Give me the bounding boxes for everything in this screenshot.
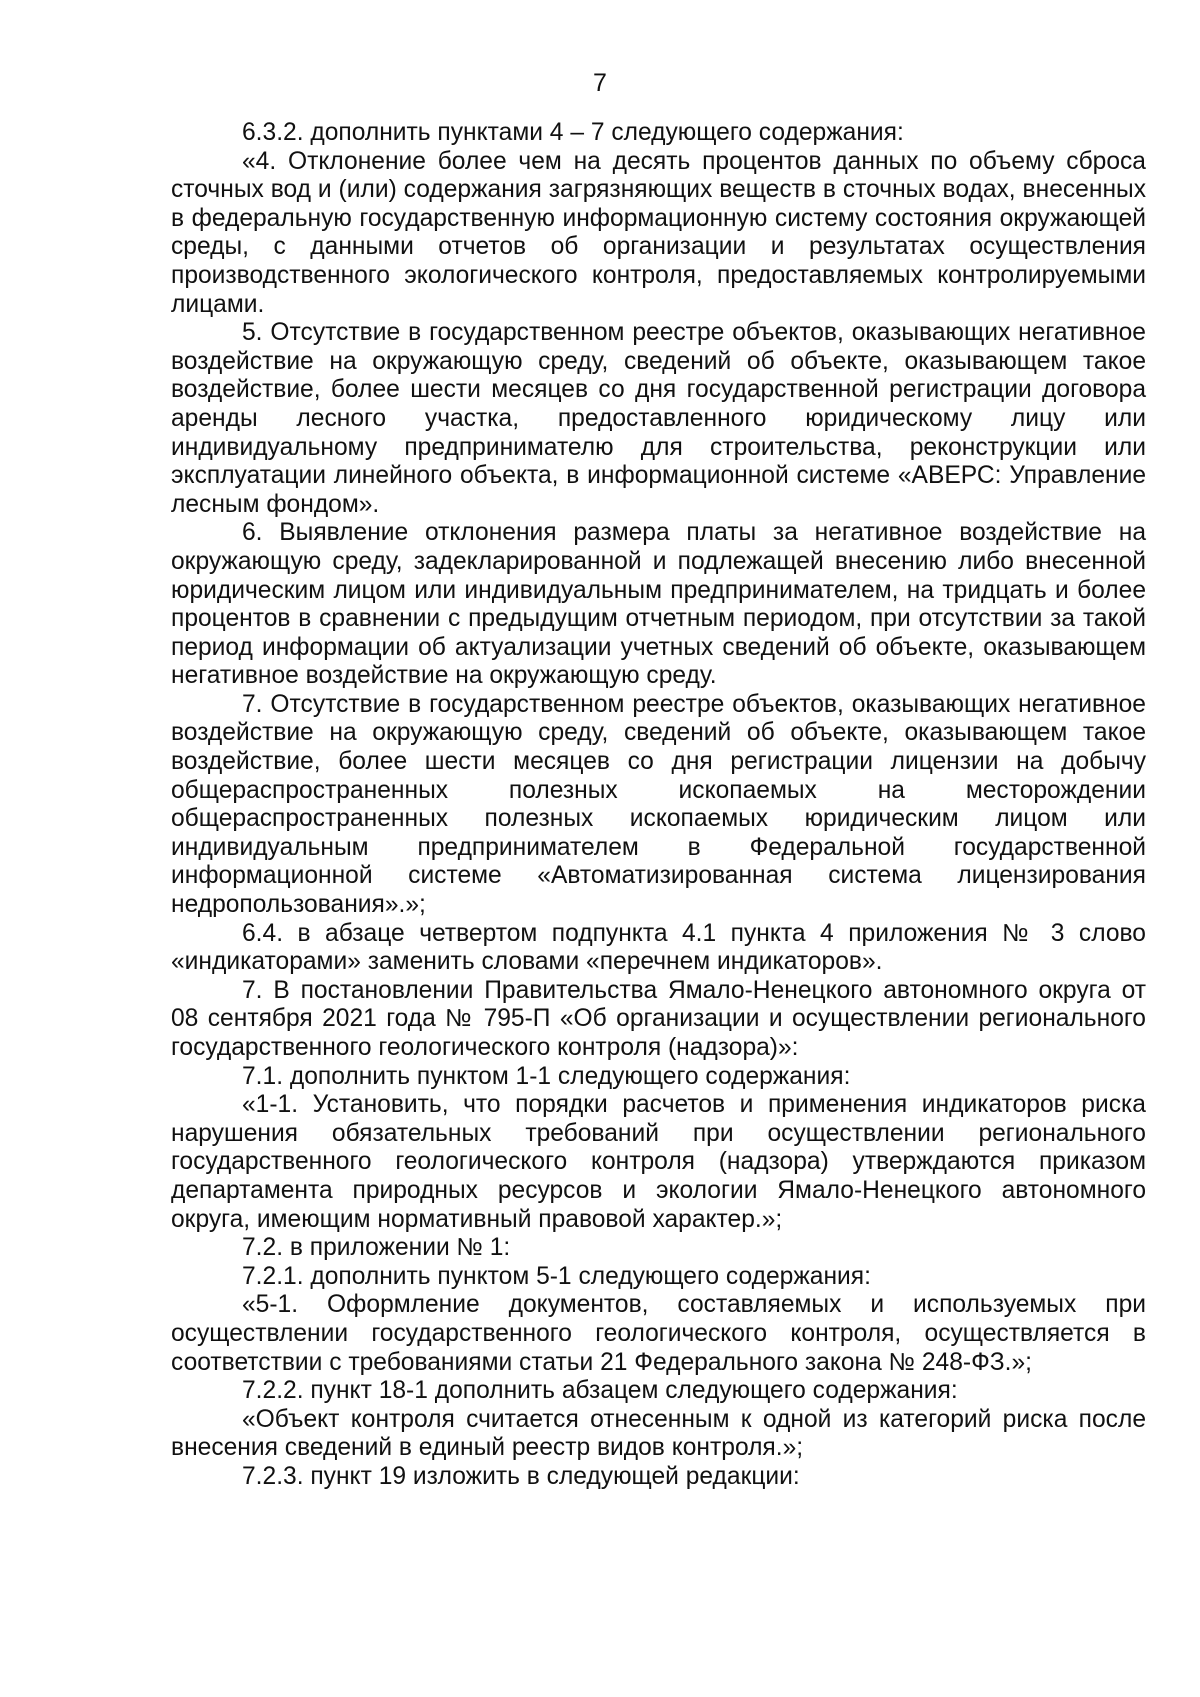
paragraph-7-2-3: 7.2.3. пункт 19 изложить в следующей редакции: <box>242 1462 800 1490</box>
paragraph-6-3-2: 6.3.2. дополнить пунктами 4 – 7 следующего содержания: <box>242 119 904 146</box>
paragraph-item-1-1: «1-1. Установить, что порядки расчетов и применения индикаторов риска нарушения обязательных требований при осуществлении регионального государственного геологического контроля (надзора) утверждаются приказом департамента природных ресурсов и экологии Ямало-Ненецкого автономного округа, имеющим нормативный правовой характер.»; <box>171 1091 1146 1233</box>
page-number: 7 <box>593 69 607 97</box>
document-body <box>171 119 1146 1492</box>
paragraph-item-4: «4. Отклонение более чем на десять процентов данных по объему сброса сточных вод и (или) содержания загрязняющих веществ в сточных водах, внесенных в федеральную государственную информационную систему состояния окружающей среды, с данными отчетов об организации и результатах осуществления производственного экологического контроля, предоставляемых контролируемыми лицами. <box>171 147 1146 318</box>
paragraph-item-5: 5. Отсутствие в государственном реестре объектов, оказывающих негативное воздействие на окружающую среду, сведений об объекте, оказывающем такое воздействие, более шести месяцев со дня государственной регистрации договора аренды лесного участка, предоставленного юридическому лицу или индивидуальному предпринимателю для строительства, реконструкции или эксплуатации линейного объекта, в информационной системе «АВЕРС: Управление лесным фондом». <box>171 319 1146 518</box>
paragraph-7-2-2: 7.2.2. пункт 18-1 дополнить абзацем следующего содержания: <box>242 1377 958 1405</box>
paragraph-item-7: 7. Отсутствие в государственном реестре объектов, оказывающих негативное воздействие на окружающую среду, сведений об объекте, оказывающем такое воздействие, более шести месяцев со дня регистрации лицензии на добычу общераспространенных полезных ископаемых на месторождении общераспространенных полезных ископаемых юридическим лицом или индивидуальным предпринимателем в Федеральной государственной информационной системе «Автоматизированная система лицензирования недропользования».»; <box>171 690 1146 919</box>
paragraph-7: 7. В постановлении Правительства Ямало-Ненецкого автономного округа от 08 сентября 2021 года № 795-П «Об организации и осуществлении регионального государственного геологического контроля (надзора)»: <box>171 976 1146 1061</box>
paragraph-6-4: 6.4. в абзаце четвертом подпункта 4.1 пункта 4 приложения № 3 слово «индикаторами» заменить словами «перечнем индикаторов». <box>171 919 1146 976</box>
paragraph-risk-category: «Объект контроля считается отнесенным к одной из категорий риска после внесения сведений в единый реестр видов контроля.»; <box>171 1405 1146 1462</box>
paragraph-7-2: 7.2. в приложении № 1: <box>242 1234 511 1262</box>
paragraph-item-5-1: «5-1. Оформление документов, составляемых и используемых при осуществлении государственного геологического контроля, осуществляется в соответствии с требованиями статьи 21 Федерального закона № 248-ФЗ.»; <box>171 1291 1146 1376</box>
paragraph-item-6: 6. Выявление отклонения размера платы за негативное воздействие на окружающую среду, задекларированной и подлежащей внесению либо внесенной юридическим лицом или индивидуальным предпринимателем, на тридцать и более процентов в сравнении с предыдущим отчетным периодом, при отсутствии за такой период информации об актуализации учетных сведений об объекте, оказывающем негативное воздействие на окружающую среду. <box>171 519 1146 690</box>
paragraph-7-2-1: 7.2.1. дополнить пунктом 5-1 следующего содержания: <box>242 1262 871 1290</box>
paragraph-7-1: 7.1. дополнить пунктом 1-1 следующего содержания: <box>242 1062 851 1090</box>
